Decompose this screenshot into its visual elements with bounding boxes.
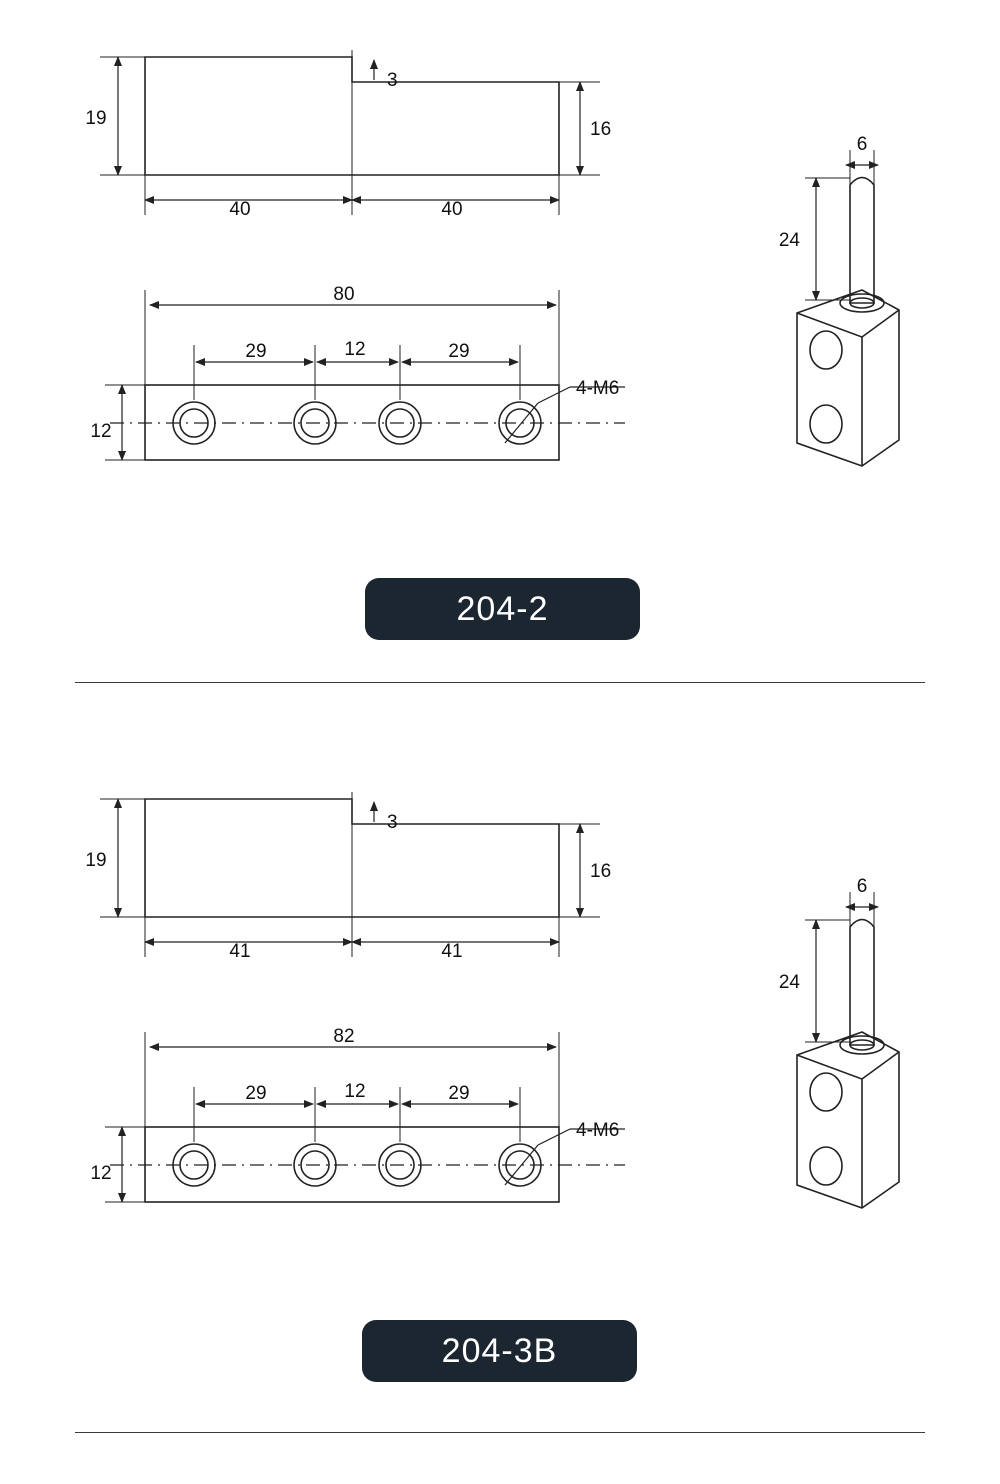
dim-height-right: 16 xyxy=(590,119,612,140)
dim-pin-diameter: 6 xyxy=(856,134,868,155)
dim-pin-height: 24 xyxy=(778,230,800,251)
isometric-pin xyxy=(840,178,884,313)
dim-height-left: 19 xyxy=(85,108,107,129)
part-label-204-2: 204-2 xyxy=(365,578,640,640)
dim-length-left: 40 xyxy=(229,199,251,220)
dim-length-right: 41 xyxy=(441,941,463,962)
section-204-2 xyxy=(0,0,1000,680)
section-204-3b xyxy=(0,742,1000,1422)
dim-height-left: 19 xyxy=(85,850,107,871)
part-label-204-3b: 204-3B xyxy=(362,1320,637,1382)
callout-4-m6: 4-M6 xyxy=(576,378,620,399)
dim-hole-pitch-1: 29 xyxy=(245,341,267,362)
isometric-pin xyxy=(840,920,884,1055)
dim-pin-diameter: 6 xyxy=(856,876,868,897)
dim-width: 12 xyxy=(90,421,112,442)
isometric-body xyxy=(797,290,899,466)
dim-overall-length: 82 xyxy=(333,1026,355,1047)
dim-step-height: 3 xyxy=(387,812,398,833)
dim-hole-pitch-2: 12 xyxy=(344,339,366,360)
dim-pin-height: 24 xyxy=(778,972,800,993)
dim-hole-pitch-2: 12 xyxy=(344,1081,366,1102)
isometric-side-holes xyxy=(810,1073,842,1185)
dim-hole-pitch-3: 29 xyxy=(448,1083,470,1104)
isometric-body xyxy=(797,1032,899,1208)
dim-length-right: 40 xyxy=(441,199,463,220)
dim-overall-length: 80 xyxy=(333,284,355,305)
dim-hole-pitch-3: 29 xyxy=(448,341,470,362)
dim-step-height: 3 xyxy=(387,70,398,91)
isometric-side-holes xyxy=(810,331,842,443)
dim-height-right: 16 xyxy=(590,861,612,882)
dim-width: 12 xyxy=(90,1163,112,1184)
section-divider-1 xyxy=(75,682,925,683)
section-divider-2 xyxy=(75,1432,925,1433)
dim-hole-pitch-1: 29 xyxy=(245,1083,267,1104)
callout-4-m6: 4-M6 xyxy=(576,1120,620,1141)
dim-length-left: 41 xyxy=(229,941,251,962)
